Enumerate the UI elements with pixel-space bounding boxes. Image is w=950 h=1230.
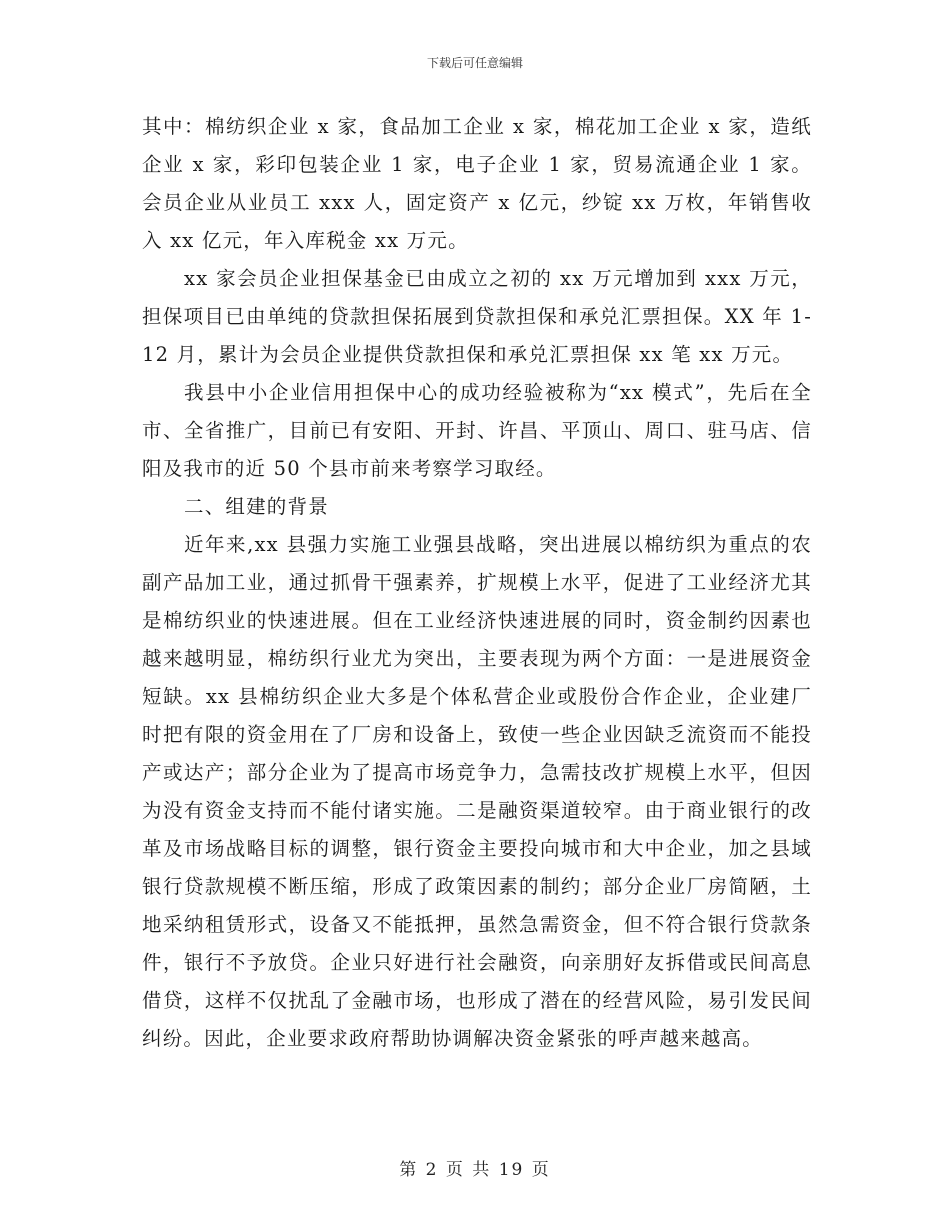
paragraph-model-promotion: 我县中小企业信用担保中心的成功经验被称为“xx 模式”，先后在全市、全省推广，目前已有安阳、开封、许昌、平顶山、周口、驻马店、信阳及我市的近 50 个县市前来考察学习取经。 xyxy=(142,381,812,480)
header-note: 下载后可任意编辑 xyxy=(426,56,523,70)
paragraph-guarantee-fund: xx 家会员企业担保基金已由成立之初的 xx 万元增加到 xxx 万元，担保项目已由单纯的贷款担保拓展到贷款担保和承兑汇票担保。XX 年 1-12 月，累计为会员企业提供贷款担保和承兑汇票担保 xx 笔 xx 万元。 xyxy=(142,267,812,366)
document-body xyxy=(142,108,812,1058)
paragraph-background: 近年来,xx 县强力实施工业强县战略，突出进展以棉纺织为重点的农副产品加工业，通过抓骨干强素养，扩规模上水平，促进了工业经济尤其是棉纺织业的快速进展。但在工业经济快速进展的同时，资金制约因素也越来越明显，棉纺织行业尤为突出，主要表现为两个方面：一是进展资金短缺。xx 县棉纺织企业大多是个体私营企业或股份合作企业，企业建厂时把有限的资金用在了厂房和设备上，致使一些企业因缺乏流资而不能投产或达产；部分企业为了提高市场竞争力，急需技改扩规模上水平，但因为没有资金支持而不能付诸实施。二是融资渠道较窄。由于商业银行的改革及市场战略目标的调整，银行资金主要投向城市和大中企业，加之县域银行贷款规模不断压缩，形成了政策因素的制约；部分企业厂房简陋，土地采纳租赁形式，设备又不能抵押，虽然急需资金，但不符合银行贷款条件，银行不予放贷。企业只好进行社会融资，向亲朋好友拆借或民间高息借贷，这样不仅扰乱了金融市场，也形成了潜在的经营风险，易引发民间纠纷。因此，企业要求政府帮助协调解决资金紧张的呼声越来越高。 xyxy=(142,533,812,1050)
section-heading-background: 二、组建的背景 xyxy=(184,495,329,518)
page-number: 第 2 页 共 19 页 xyxy=(399,1160,551,1180)
paragraph-member-companies: 其中：棉纺织企业 x 家，食品加工企业 x 家，棉花加工企业 x 家，造纸企业 x 家，彩印包装企业 1 家，电子企业 1 家，贸易流通企业 1 家。会员企业从业员工 xxx 人，固定资产 x 亿元，纱锭 xx 万枚，年销售收入 xx 亿元，年入库税金 xx 万元。 xyxy=(142,115,812,252)
